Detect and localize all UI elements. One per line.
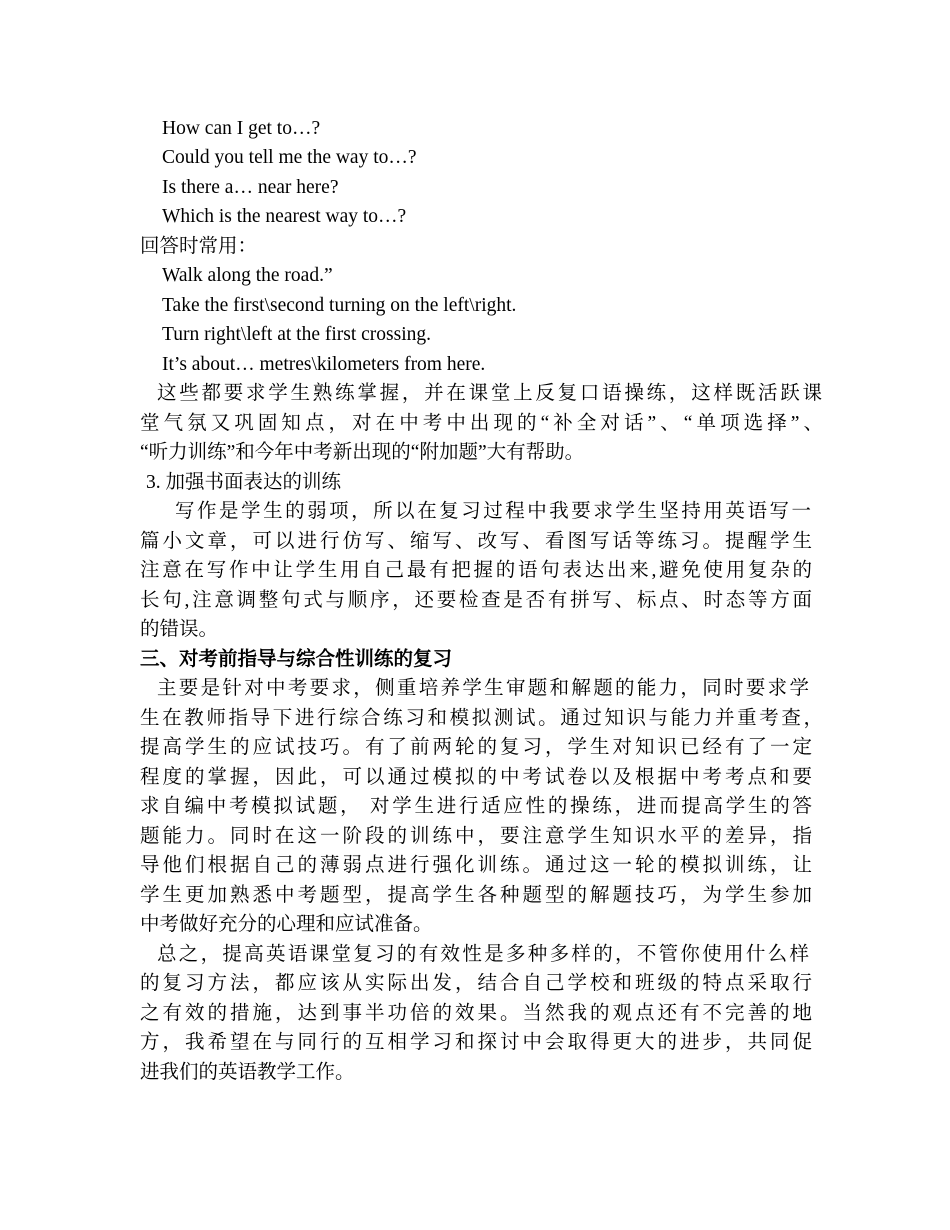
paragraph-line: 注意在写作中让学生用自己最有把握的语句表达出来,避免使用复杂的 [140, 560, 812, 581]
paragraph-line: 堂气氛又巩固知点，对在中考中出现的“补全对话”、“单项选择”、 [140, 413, 823, 434]
paragraph-line: 长句,注意调整句式与顺序，还要检查是否有拼写、标点、时态等方面 [140, 590, 812, 611]
part-heading: 三、对考前指导与综合性训练的复习 [140, 649, 453, 670]
paragraph-line: 进我们的英语教学工作。 [140, 1062, 355, 1083]
paragraph-line: 题能力。同时在这一阶段的训练中，要注意学生知识水平的差异，指 [140, 826, 812, 847]
paragraph-line: “听力训练”和今年中考新出现的“附加题”大有帮助。 [140, 442, 585, 463]
paragraph-line: 提高学生的应试技巧。有了前两轮的复习，学生对知识已经有了一定 [140, 737, 812, 758]
paragraph-line: 主要是针对中考要求，侧重培养学生审题和解题的能力，同时要求学 [157, 678, 809, 699]
section-heading: 3. 加强书面表达的训练 [146, 472, 342, 493]
paragraph-line: 这些都要求学生熟练掌握，并在课堂上反复口语操练，这样既活跃课 [157, 383, 822, 404]
phrase-line: How can I get to…? [162, 118, 321, 139]
phrase-line: Is there a… near here? [162, 177, 339, 198]
paragraph-line: 的复习方法，都应该从实际出发，结合自己学校和班级的特点采取行 [140, 973, 812, 994]
phrase-line: Turn right\left at the first crossing. [162, 324, 432, 345]
phrase-line: Could you tell me the way to…? [162, 147, 417, 168]
phrase-line: Take the first\second turning on the left\right. [162, 295, 517, 316]
paragraph-line: 写作是学生的弱项，所以在复习过程中我要求学生坚持用英语写一 [175, 501, 811, 522]
phrase-line: Walk along the road.” [162, 265, 333, 286]
phrase-line: It’s about… metres\kilometers from here. [162, 354, 486, 375]
paragraph-line: 总之，提高英语课堂复习的有效性是多种多样的，不管你使用什么样 [157, 944, 809, 965]
paragraph-line: 生在教师指导下进行综合练习和模拟测试。通过知识与能力并重考查， [140, 708, 823, 729]
paragraph-line: 导他们根据自己的薄弱点进行强化训练。通过这一轮的模拟训练，让 [140, 855, 812, 876]
paragraph-line: 方，我希望在与同行的互相学习和探讨中会取得更大的进步，共同促 [140, 1032, 812, 1053]
paragraph-line: 学生更加熟悉中考题型，提高学生各种题型的解题技巧，为学生参加 [140, 885, 812, 906]
paragraph-line: 篇小文章，可以进行仿写、缩写、改写、看图写话等练习。提醒学生 [140, 531, 812, 552]
paragraph-line: 的错误。 [140, 619, 219, 640]
paragraph-line: 中考做好充分的心理和应试准备。 [140, 914, 433, 935]
paragraph-line: 求自编中考模拟试题， 对学生进行适应性的操练，进而提高学生的答 [140, 796, 812, 817]
phrase-line: Which is the nearest way to…? [162, 206, 407, 227]
paragraph-line: 程度的掌握，因此，可以通过模拟的中考试卷以及根据中考考点和要 [140, 767, 812, 788]
answer-intro: 回答时常用： [140, 236, 258, 257]
paragraph-line: 之有效的措施，达到事半功倍的效果。当然我的观点还有不完善的地 [140, 1003, 812, 1024]
